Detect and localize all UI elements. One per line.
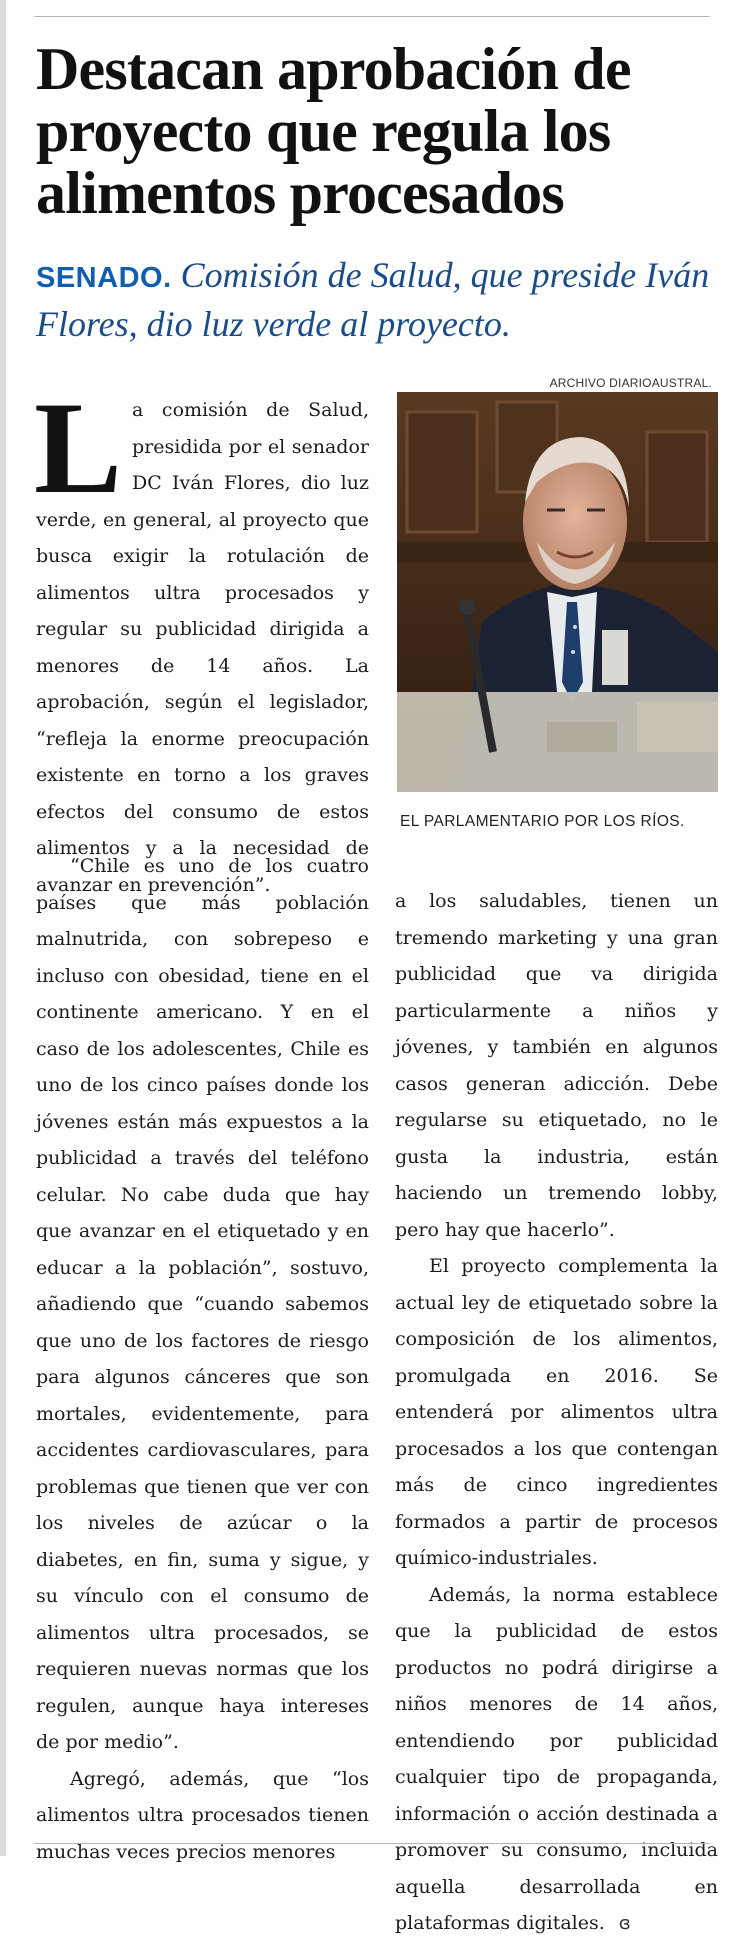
photo-caption: EL PARLAMENTARIO POR LOS RÍOS. [400, 813, 685, 830]
end-mark-icon: ɞ [618, 1913, 631, 1934]
paragraph-2: “Chile es uno de los cuatro países que más población malnutrida, con sobrepeso e incluso con obesidad, tiene en el continente americano. Y en el caso de los adolescentes, Chile es uno de los cinco países donde los jóvenes están más expuestos a la publicidad a través del teléfono celular. No cabe duda que hay que avanzar en el etiquetado y en educar a la población”, sostuvo, añadiendo que “cuando sabemos que uno de los factores de riesgo para algunos cánceres que son mortales, evidentemente, para accidentes cardiovasculares, para problemas que tienen que ver con los niveles de azúcar o la diabetes, en fin, suma y sigue, y su vínculo con el consumo de alimentos ultra procesados, se requieren nuevas normas que los regulen, aunque haya intereses de por medio”. [36, 855, 369, 1753]
headline: Destacan aprobación de proyecto que regula los alimentos procesados [36, 36, 631, 226]
paragraph-1-text: a comisión de Salud, presidida por el senador DC Iván Flores, dio luz verde, en general, al proyecto que busca exigir la rotulación de alimentos ultra procesados y regular su publicidad dirigida a menores de 14 años. La aprobación, según el legislador, “refleja la enorme preocupación existente en torno a los graves efectos del consumo de estos alimentos y a la necesidad de avanzar en prevención”. [36, 399, 369, 896]
paragraph-4: El proyecto complementa la actual ley de etiquetado sobre la composición de los alimentos, promulgada en 2016. Se entenderá por alimentos ultra procesados a los que contengan más de cinco ingredientes formados a partir de procesos químico-industriales. [395, 1255, 718, 1569]
bottom-rule [34, 1843, 710, 1844]
paragraph-5-text: Además, la norma establece que la publicidad de estos productos no podrá dirigirse a niños menores de 14 años, entendiendo por publicidad cualquier tipo de propaganda, información o acción destinada a promover su consumo, incluida aquella desarrollada en plataformas digitales. [395, 1583, 718, 1934]
paragraph-1 [34, 374, 369, 903]
paragraph-3-continued: a los saludables, tienen un tremendo marketing y una gran publicidad que va dirigida particularmente a niños y jóvenes, y también en algunos casos generan adicción. Debe regularse su etiquetado, no le gusta la industria, están haciendo un tremendo lobby, pero hay que hacerlo”. [395, 890, 718, 1241]
top-rule [34, 16, 710, 17]
paragraph-3-start: Agregó, además, que “los alimentos ultra procesados tienen muchas veces precios menores [36, 1767, 369, 1863]
column-left-bottom [36, 848, 369, 1863]
page-edge [0, 0, 6, 1856]
drop-cap: L [34, 374, 123, 521]
senator-photo [397, 392, 718, 792]
deck-text: Comisión de Salud, que preside Iván Flores, dio luz verde al proyecto. [36, 255, 710, 344]
paragraph-5 [395, 1577, 718, 1943]
deck [36, 252, 726, 347]
photo-credit: ARCHIVO DIARIOAUSTRAL. [549, 376, 712, 390]
column-right [395, 883, 718, 1934]
column-left-top [34, 374, 369, 896]
deck-kicker: SENADO. [36, 262, 172, 294]
